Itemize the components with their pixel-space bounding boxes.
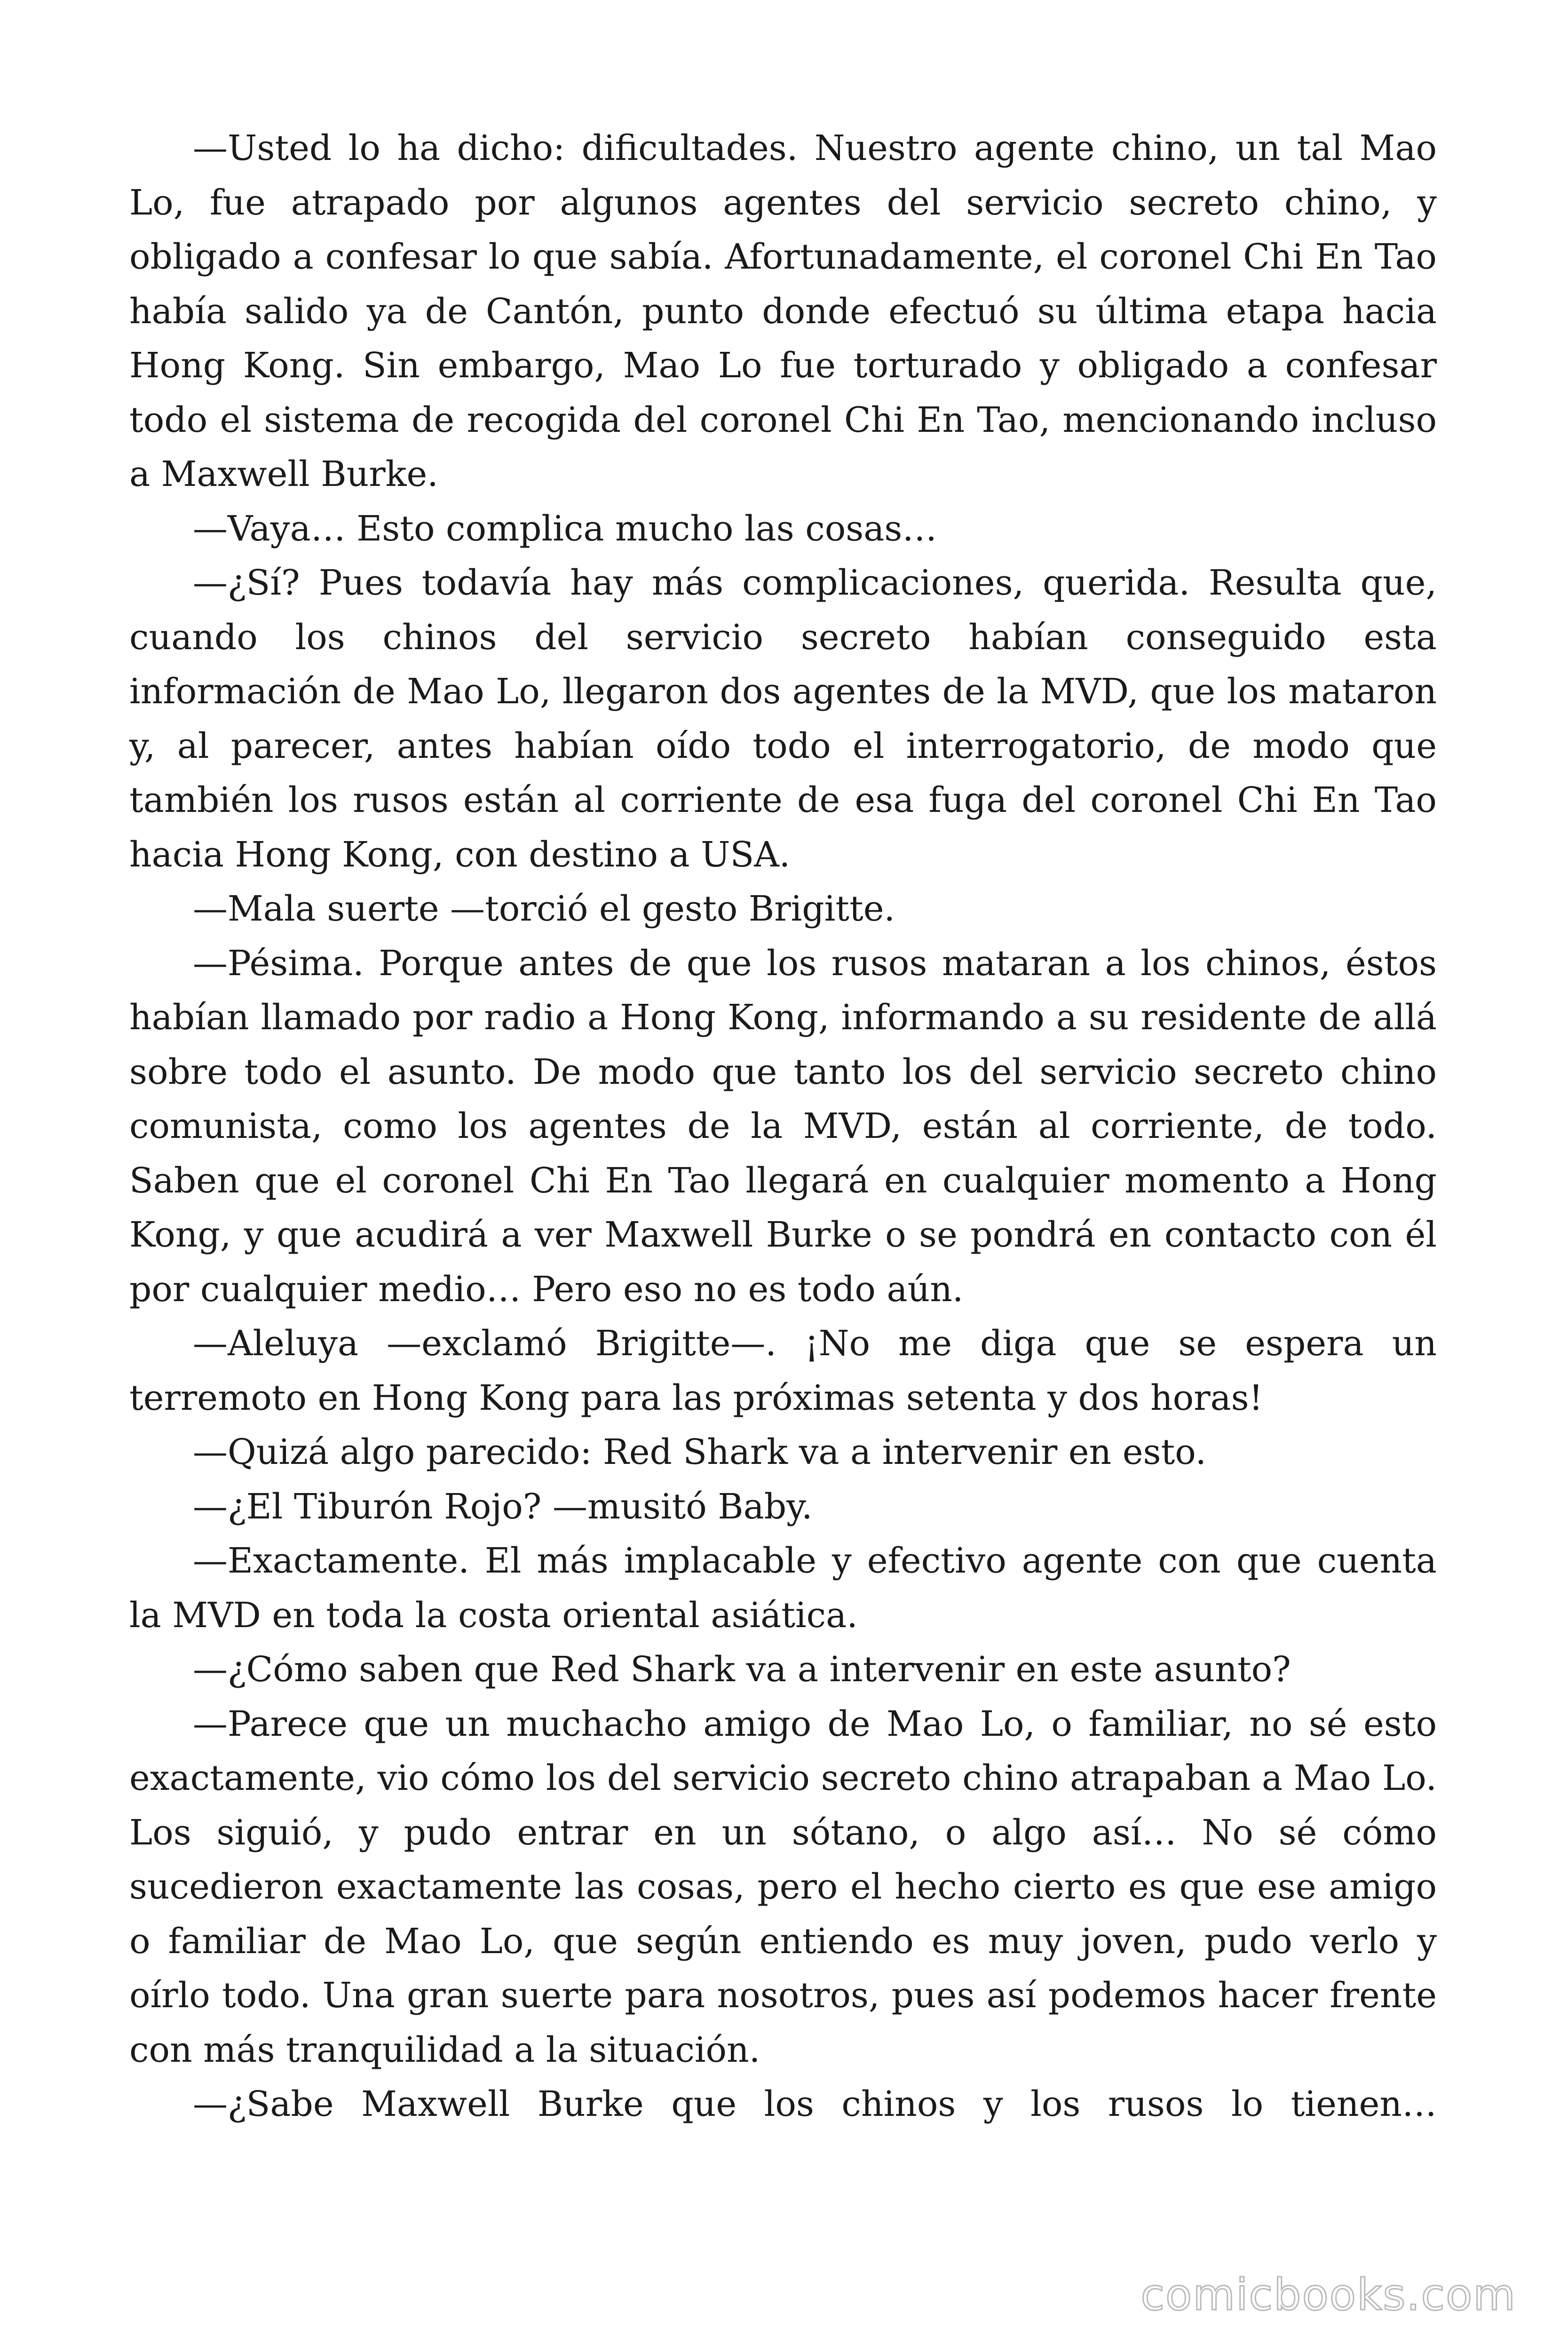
paragraph: —¿Sabe Maxwell Burke que los chinos y los rusos lo tienen… — [193, 2084, 1437, 2124]
paragraph: —Quizá algo parecido: Red Shark va a intervenir en esto. — [193, 1432, 1206, 1472]
paragraph: —Usted lo ha dicho: dificultades. Nuestro agente chino, un tal Mao Lo, fue atrapado por algunos agentes del servicio secreto chino, y obligado a confesar lo que sabía. Afortunadamente, el coronel Chi En Tao había salido ya de Cantón, punto donde efectuó su última etapa hacia Hong Kong. Sin embargo, Mao Lo fue torturado y obligado a confesar todo el sistema de recogida del coronel Chi En Tao, mencionando incluso a Maxwell Burke. — [129, 128, 1437, 494]
paragraph: —Pésima. Porque antes de que los rusos mataran a los chinos, éstos habían llamado por radio a Hong Kong, informando a su residente de allá sobre todo el asunto. De modo que tanto los del servicio secreto chino comunista, como los agentes de la MVD, están al corriente, de todo. Saben que el coronel Chi En Tao llegará en cualquier momento a Hong Kong, y que acudirá a ver Maxwell Burke o se pondrá en contacto con él por cualquier medio… Pero eso no es todo aún. — [129, 943, 1437, 1310]
paragraph: —¿Sí? Pues todavía hay más complicaciones, querida. Resulta que, cuando los chinos del servicio secreto habían conseguido esta información de Mao Lo, llegaron dos agentes de la MVD, que los mataron y, al parecer, antes habían oído todo el interrogatorio, de modo que también los rusos están al corriente de esa fuga del coronel Chi En Tao hacia Hong Kong, con destino a USA. — [129, 563, 1437, 875]
paragraph: —Exactamente. El más implacable y efectivo agente con que cuenta la MVD en toda la costa oriental asiática. — [129, 1541, 1437, 1636]
paragraph: —Aleluya —exclamó Brigitte—. ¡No me diga que se espera un terremoto en Hong Kong para las próximas setenta y dos horas! — [129, 1323, 1437, 1418]
watermark: comicbooks.com — [1140, 2270, 1516, 2320]
body-text — [129, 121, 1437, 2132]
paragraph: —Mala suerte —torció el gesto Brigitte. — [193, 889, 895, 929]
paragraph: —¿Cómo saben que Red Shark va a intervenir en este asunto? — [193, 1649, 1291, 1690]
paragraph: —Vaya… Esto complica mucho las cosas… — [193, 508, 937, 549]
paragraph: —Parece que un muchacho amigo de Mao Lo, o familiar, no sé esto exactamente, vio cómo los del servicio secreto chino atrapaban a Mao Lo. Los siguió, y pudo entrar en un sótano, o algo así… No sé cómo sucedieron exactamente las cosas, pero el hecho cierto es que ese amigo o familiar de Mao Lo, que según entiendo es muy joven, pudo verlo y oírlo todo. Una gran suerte para nosotros, pues así podemos hacer frente con más tranquilidad a la situación. — [129, 1703, 1437, 2070]
paragraph: —¿El Tiburón Rojo? —musitó Baby. — [193, 1486, 813, 1527]
